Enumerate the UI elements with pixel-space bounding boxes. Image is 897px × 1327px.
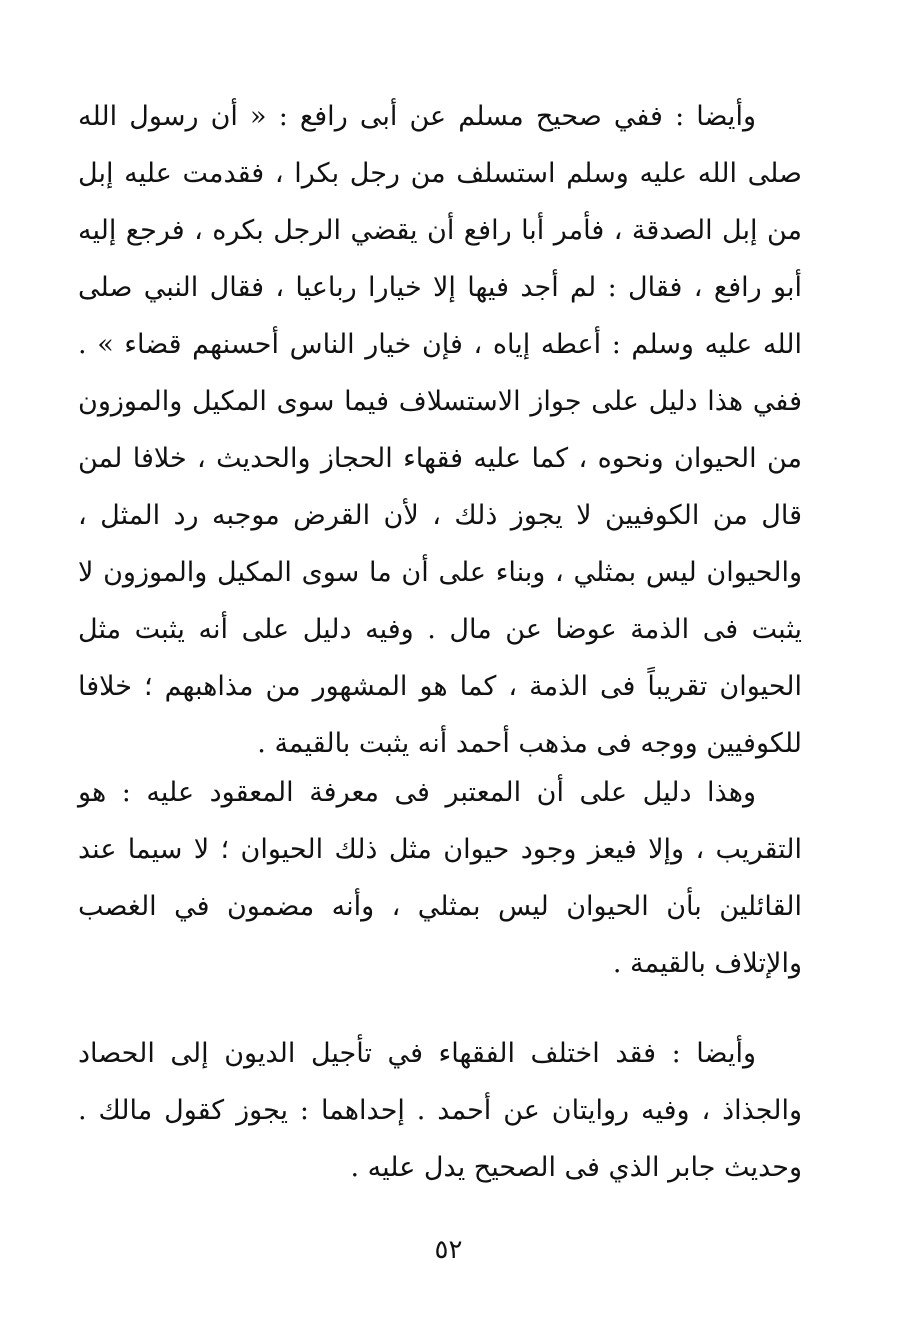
paragraph-3: وأيضا : فقد اختلف الفقهاء في تأجيل الديون إلى الحصاد والجذاذ ، وفيه روايتان عن أحمد . إحداهما : يجوز كقول مالك . وحديث جابر الذي فى الصحيح يدل عليه . bbox=[78, 1038, 802, 1183]
paragraph-1-block bbox=[78, 88, 802, 772]
paragraph-3-block bbox=[78, 1025, 802, 1196]
paragraph-2: وهذا دليل على أن المعتبر فى معرفة المعقود عليه : هو التقريب ، وإلا فيعز وجود حيوان مثل ذلك الحيوان ؛ لا سيما عند القائلين بأن الحيوان ليس بمثلي ، وأنه مضمون في الغصب والإتلاف بالقيمة . bbox=[78, 777, 802, 979]
page-number: ٥٢ bbox=[434, 1235, 463, 1265]
paragraph-1: وأيضا : ففي صحيح مسلم عن أبى رافع : « أن رسول الله صلى الله عليه وسلم استسلف من رجل بكرا ، فقدمت عليه إبل من إبل الصدقة ، فأمر أبا رافع أن يقضي الرجل بكره ، فرجع إليه أبو رافع ، فقال : لم أجد فيها إلا خيارا رباعيا ، فقال النبي صلى الله عليه وسلم : أعطه إياه ، فإن خيار الناس أحسنهم قضاء » . ففي هذا دليل على جواز الاستسلاف فيما سوى المكيل والموزون من الحيوان ونحوه ، كما عليه فقهاء الحجاز والحديث ، خلافا لمن قال من الكوفيين لا يجوز ذلك ، لأن القرض موجبه رد المثل ، والحيوان ليس بمثلي ، وبناء على أن ما سوى المكيل والموزون لا يثبت فى الذمة عوضا عن مال . وفيه دليل على أنه يثبت مثل الحيوان تقريباً فى الذمة ، كما هو المشهور من مذاهبهم ؛ خلافا للكوفيين ووجه فى مذهب أحمد أنه يثبت بالقيمة . bbox=[78, 101, 802, 759]
paragraph-2-block bbox=[78, 764, 802, 992]
